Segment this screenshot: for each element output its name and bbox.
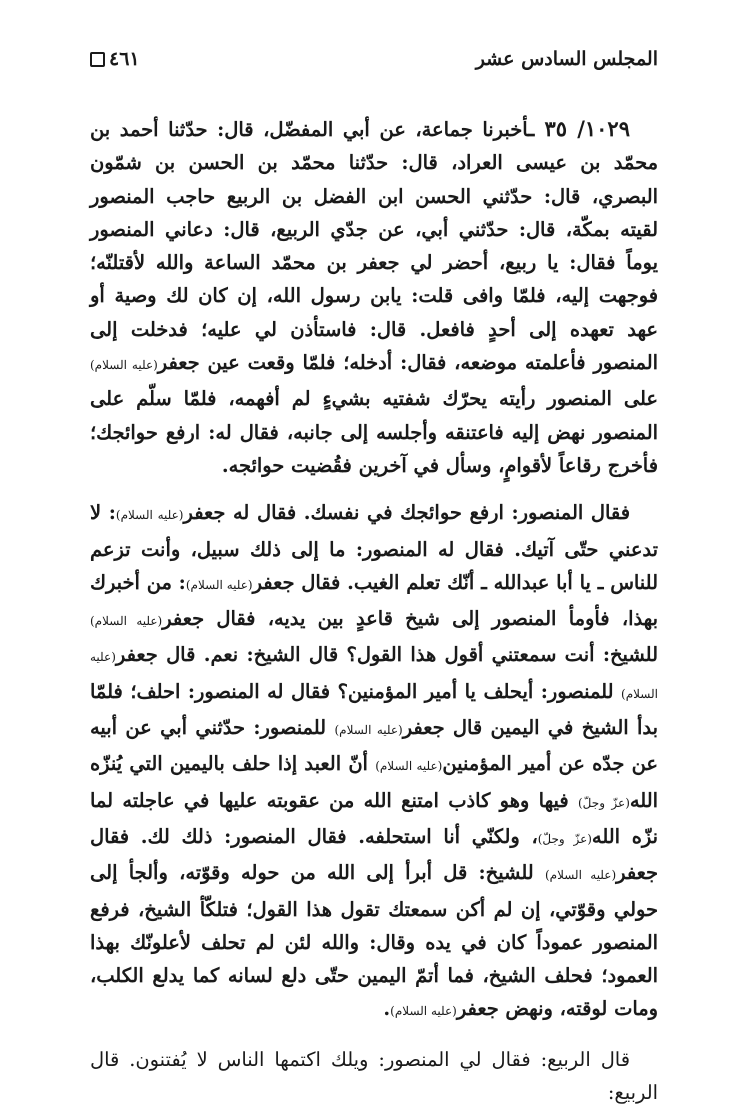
hadith-number: ١٠٢٩/ ٣٥ ـ bbox=[528, 116, 630, 141]
text-run: أنّ العبد إذا حلف باليمين التي يُنزّه الله bbox=[90, 752, 658, 812]
text-run: للشيخ: قل أبرأ إلى الله من حوله وقوّته، وألجأ إلى حولي وقوّتي، إن لم أكن سمعتك تقول هذا القول؛ فتلكّأ الشيخ، فرفع المنصور عموداً كان في يده وقال: والله لئن لم تحلف لأعلونّك بهذا العمود؛ فحلف الشيخ، فما أتمّ اليمين حتّى دلع لسانه كما يدلع الكلب، ومات لوقته، ونهض جعفر bbox=[90, 861, 658, 1021]
honorific: (عزّ وجلّ) bbox=[578, 795, 630, 810]
honorific: (عليه السلام) bbox=[334, 723, 403, 738]
text-run: قال الربيع: فقال لي المنصور: ويلك اكتمها الناس لا يُفتنون. قال الربيع: bbox=[90, 1047, 658, 1105]
honorific: (عليه السلام) bbox=[90, 614, 163, 629]
text-run: للشيخ: أنت سمعتني أقول هذا القول؟ قال الشيخ: نعم. قال جعفر bbox=[115, 643, 658, 667]
text-run: على المنصور رأيته يحرّك شفتيه بشيءٍ لم أفهمه، فلمّا سلّم على المنصور نهض إليه فاعتنقه وأجلسه إلى جانبه، فقال له: ارفع حوائجك؛ فأخرج رقاعاً لأقوامٍ، وسأل في آخرين فقُضيت حوائجه. bbox=[90, 387, 658, 477]
text-run: فيها وهو كاذب امتنع الله من عقوبته عليها في عاجلته لما نزّه الله bbox=[90, 788, 658, 848]
paragraph-3 bbox=[90, 1043, 658, 1109]
page-header bbox=[90, 44, 658, 74]
honorific: (عليه السلام) bbox=[185, 577, 253, 592]
honorific: (عليه السلام) bbox=[115, 508, 184, 523]
honorific: (عليه السلام) bbox=[90, 358, 158, 373]
honorific: (عليه السلام) bbox=[390, 1004, 457, 1019]
page-number: ٤٦١ bbox=[109, 48, 140, 70]
page-body bbox=[90, 112, 658, 1109]
text-run: للمنصور: أيحلف يا أمير المؤمنين؟ فقال له المنصور: احلف؛ فلمّا بدأ الشيخ في اليمين قال جعفر bbox=[90, 679, 658, 740]
paragraph-2 bbox=[90, 496, 658, 1028]
paragraph-1 bbox=[90, 112, 658, 482]
text-run: ، ولكنّي أنا استحلفه. فقال المنصور: ذلك لك. فقال جعفر bbox=[90, 824, 658, 885]
chapter-title: المجلس السادس عشر bbox=[475, 48, 658, 70]
text-run: أخبرنا جماعة، عن أبي المفضّل، قال: حدّثنا أحمد بن محمّد بن عيسى العراد، قال: حدّثنا محمّد بن الحسن بن شمّون البصري، قال: حدّثني الحسن ابن الفضل بن الربيع حاجب المنصور لقيته بمكّة، قال: حدّثني أبي، عن جدّي الربيع، قال: دعاني المنصور يوماً فقال: يا ربيع، أحضر لي جعفر بن محمّد الساعة والله لأقتلنّه؛ فوجهت إليه، فلمّا وافى قلت: يابن رسول الله، إن كان لك وصية أو عهد تعهده إلى أحدٍ فافعل. قال: فاستأذن لي عليه؛ فدخلت إلى المنصور فأعلمته موضعه، فقال: أدخله؛ فلمّا وقعت عين جعفر bbox=[90, 118, 658, 375]
text-run: . bbox=[383, 997, 391, 1021]
text-run: : لا تدعني حتّى آتيك. فقال له المنصور: ما إلى ذلك سبيل، وأنت تزعم للناس ـ يا أبا عبدالله ـ أنّك تعلم الغيب. فقال جعفر bbox=[90, 501, 658, 594]
text-run: للمنصور: حدّثني أبي عن أبيه عن جدّه عن أمير المؤمنين bbox=[90, 716, 658, 776]
honorific: (عليه السلام) bbox=[90, 650, 658, 701]
text-run: فقال المنصور: ارفع حوائجك في نفسك. فقال له جعفر bbox=[183, 501, 630, 525]
honorific: (عليه السلام) bbox=[544, 868, 617, 883]
square-box-icon bbox=[90, 52, 105, 67]
text-run: : من أخبرك بهذا، فأومأ المنصور إلى شيخ قاعدٍ بين يديه، فقال جعفر bbox=[90, 570, 658, 631]
page-number-block bbox=[90, 48, 140, 70]
honorific: (عزّ وجلّ) bbox=[537, 831, 592, 846]
honorific: (عليه السلام) bbox=[375, 759, 443, 774]
